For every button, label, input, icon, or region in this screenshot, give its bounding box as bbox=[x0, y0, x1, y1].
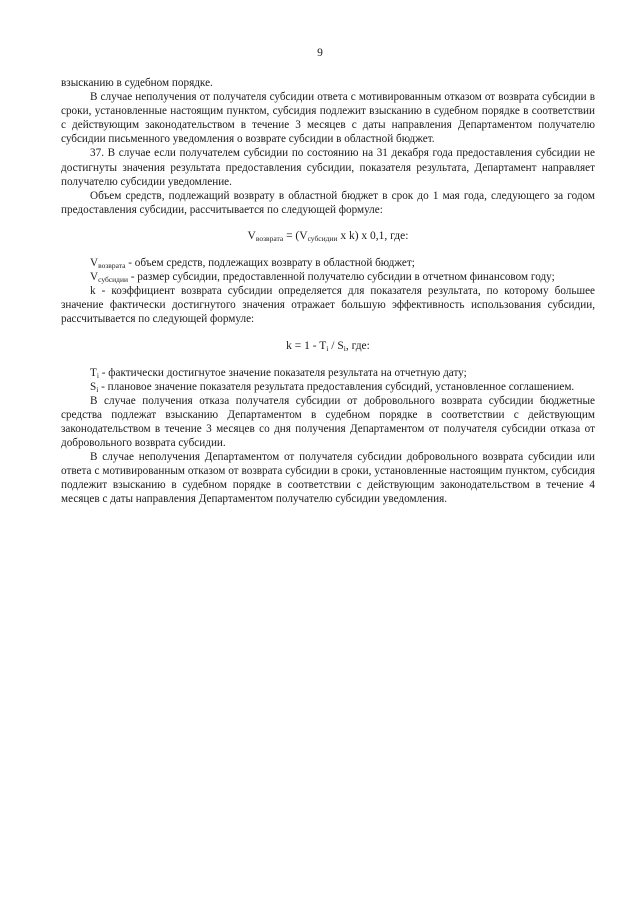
paragraph-clause-37: 37. В случае если получателем субсидии по состоянию на 31 декабря года предоставления субсидии не достигнуты значения результата предоставления субсидии, показателя результата, Департамент направляет получателю субсидии уведомление. bbox=[61, 147, 595, 188]
definition-k: k - коэффициент возврата субсидии определяется для показателя результата, по которому большее значение фактически достигнутого значения отражает большую эффективность использования субсидии, рассчитывается по следующей формуле: bbox=[61, 285, 595, 326]
paragraph-return-volume: Объем средств, подлежащий возврату в областной бюджет в срок до 1 мая года, следующего за годом предоставления субсидии, рассчитывается по следующей формуле: bbox=[61, 189, 595, 216]
definition-v-return: $V_{возврата}$ - объем средств, подлежащих возврату в областной бюджет; bbox=[90, 257, 415, 271]
paragraph-continuation: взысканию в судебном порядке. bbox=[61, 77, 213, 89]
document-body bbox=[61, 76, 595, 507]
formula-return-volume: $V_{возврата} = (V_{субсидии}$ x k) x 0,1, где: bbox=[247, 229, 409, 243]
definition-t: $T_i$ - фактически достигнутое значение показателя результата на отчетную дату; bbox=[90, 366, 467, 380]
definition-s: $S_i$ - плановое значение показателя результата предоставления субсидий, установленное соглашением. bbox=[90, 380, 575, 394]
definition-v-subsidy: $V_{субсидии}$ - размер субсидии, предоставленной получателю субсидии в отчетном финансовом году; bbox=[90, 271, 555, 285]
page-number: 9 bbox=[317, 47, 323, 59]
formula-coefficient-k: $k = 1 - T_i / S_i$, где: bbox=[286, 339, 370, 353]
paragraph-no-response: В случае неполучения от получателя субсидии ответа с мотивированным отказом от возврата субсидии в сроки, установленные настоящим пунктом, субсидия подлежит взысканию в судебном порядке в соответствии с действующим законодательством в течение 3 месяцев с даты направления Департаментом получателю субсидии письменного уведомления о возврате субсидии в областной бюджет. bbox=[61, 91, 595, 146]
paragraph-refusal: В случае получения отказа получателя субсидии от добровольного возврата субсидии бюджетные средства подлежат взысканию Департаментом в судебном порядке в соответствии с действующим законодательством в течение 3 месяцев со дня получения Департаментом от получателя субсидии отказа от добровольного возврата субсидии. bbox=[61, 394, 595, 450]
paragraph-no-voluntary-return: В случае неполучения Департаментом от получателя субсидии добровольного возврата субсидии или ответа с мотивированным отказом от возврата субсидии в сроки, установленные настоящим пунктом, субсидия подлежит взысканию в судебном порядке в соответствии с действующим законодательством в течение 4 месяцев с даты направления Департаментом получателю субсидии уведомления. bbox=[61, 451, 595, 506]
